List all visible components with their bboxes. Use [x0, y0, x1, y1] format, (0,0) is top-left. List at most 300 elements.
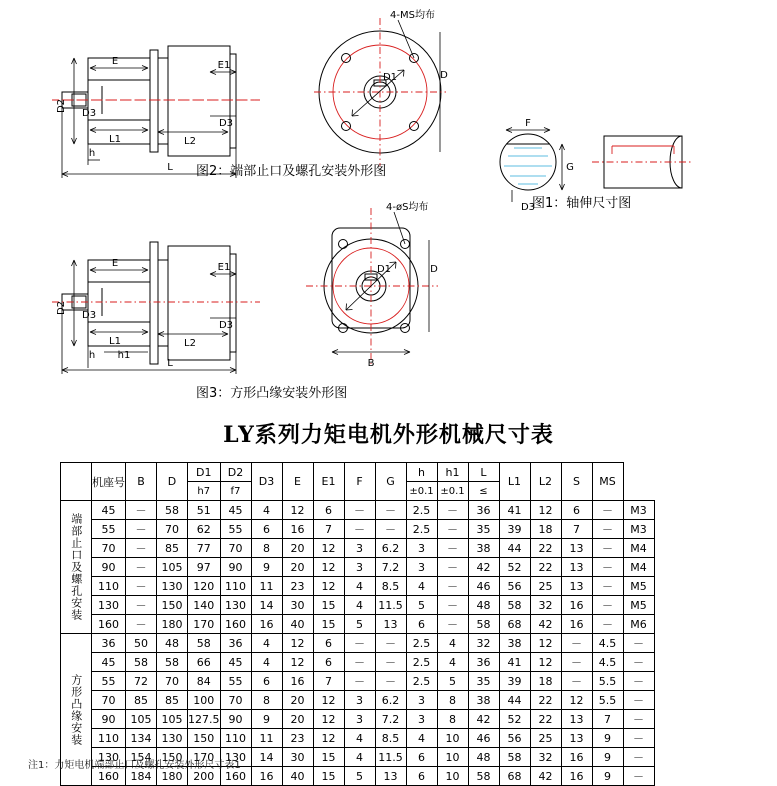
table-cell: 16 [561, 767, 592, 786]
table-cell: 70 [92, 691, 126, 710]
subheader-cell: ±0.1 [406, 482, 437, 501]
table-cell: 2.5 [406, 653, 437, 672]
table-row [61, 520, 655, 539]
table-cell: 160 [92, 767, 126, 786]
table-cell: 18 [530, 672, 561, 691]
table-cell: － [437, 615, 468, 634]
table-cell: 55 [92, 520, 126, 539]
table-cell: 3 [406, 539, 437, 558]
table-cell: － [344, 520, 375, 539]
table-cell: 22 [530, 539, 561, 558]
table-cell: － [623, 729, 654, 748]
table-cell: 12 [313, 577, 344, 596]
table-cell: 7 [592, 710, 623, 729]
table-cell: 10 [437, 767, 468, 786]
header-cell: D1 [188, 463, 221, 482]
table-cell: － [561, 634, 592, 653]
header-cell: D2 [220, 463, 251, 482]
table-cell: 3 [406, 558, 437, 577]
header-cell: E1 [313, 463, 344, 501]
table-cell: 42 [468, 710, 499, 729]
table-cell: 46 [468, 577, 499, 596]
table-cell: 50 [126, 634, 157, 653]
table-cell: 36 [220, 634, 251, 653]
table-cell: － [375, 501, 406, 520]
figure-3-caption: 图3：方形凸缘安装外形图 [196, 386, 348, 401]
svg-text:L: L [167, 162, 173, 173]
table-cell: 110 [220, 729, 251, 748]
table-cell: － [623, 634, 654, 653]
table-cell: 2.5 [406, 501, 437, 520]
table-cell: 40 [282, 615, 313, 634]
table-cell: 7.2 [375, 558, 406, 577]
table-cell: 9 [592, 729, 623, 748]
table-cell: 15 [313, 615, 344, 634]
table-cell: 12 [282, 501, 313, 520]
group-label-end-mount: 端部止口及螺孔安装 [61, 501, 92, 634]
header-cell: G [375, 463, 406, 501]
table-cell: 7 [313, 520, 344, 539]
table-cell: 90 [220, 558, 251, 577]
subheader-cell: h7 [188, 482, 221, 501]
svg-text:E: E [111, 56, 119, 67]
table-cell: 100 [188, 691, 221, 710]
table-row [61, 539, 655, 558]
table-cell: 130 [157, 729, 188, 748]
subheader-cell: f7 [220, 482, 251, 501]
table-cell: － [126, 501, 157, 520]
table-cell: 4.5 [592, 653, 623, 672]
table-cell: 39 [499, 520, 530, 539]
table-cell: 105 [157, 558, 188, 577]
table-cell: 2.5 [406, 520, 437, 539]
table-cell: 58 [188, 634, 221, 653]
svg-text:E: E [111, 258, 119, 269]
table-cell: 160 [220, 767, 251, 786]
table-cell: 30 [282, 748, 313, 767]
table-cell: 110 [92, 729, 126, 748]
table-cell: － [126, 615, 157, 634]
table-row [61, 501, 655, 520]
header-cell: B [126, 463, 157, 501]
table-cell: 32 [530, 596, 561, 615]
svg-text:L2: L2 [184, 338, 196, 349]
table-cell: 12 [313, 691, 344, 710]
header-cell: D3 [251, 463, 282, 501]
table-cell: 16 [282, 520, 313, 539]
table-cell: 90 [92, 558, 126, 577]
table-cell: M6 [623, 615, 654, 634]
table-cell: 5.5 [592, 691, 623, 710]
table-cell: － [344, 634, 375, 653]
table-cell: 12 [313, 729, 344, 748]
svg-text:D1: D1 [376, 264, 392, 275]
table-cell: 15 [313, 596, 344, 615]
table-cell: 6 [406, 748, 437, 767]
svg-text:L: L [167, 358, 173, 369]
table-cell: 16 [251, 615, 282, 634]
table-cell: 12 [530, 653, 561, 672]
table-cell: 77 [188, 539, 221, 558]
figure-1-caption: 图1：轴伸尺寸图 [532, 196, 632, 211]
table-row [61, 653, 655, 672]
table-cell: － [437, 596, 468, 615]
subheader-cell: ±0.1 [437, 482, 468, 501]
table-cell: － [623, 691, 654, 710]
table-cell: 44 [499, 539, 530, 558]
table-cell: － [126, 520, 157, 539]
table-cell: 12 [313, 558, 344, 577]
table-cell: 22 [530, 691, 561, 710]
table-header-row [61, 463, 655, 482]
table-cell: 2.5 [406, 672, 437, 691]
svg-text:L1: L1 [109, 336, 121, 347]
table-cell: 200 [188, 767, 221, 786]
table-cell: 150 [157, 596, 188, 615]
svg-text:D: D [430, 264, 438, 275]
dimension-table [60, 462, 655, 786]
table-cell: － [623, 748, 654, 767]
footnote: 注1：力矩电机端部止口及螺孔安装外形尺寸表1 [28, 760, 241, 771]
table-cell: 85 [157, 691, 188, 710]
table-cell: 6 [251, 672, 282, 691]
table-cell: － [437, 501, 468, 520]
table-cell: 4 [344, 577, 375, 596]
table-cell: 7.2 [375, 710, 406, 729]
table-cell: 13 [375, 615, 406, 634]
table-cell: 46 [468, 729, 499, 748]
header-cell: L1 [499, 463, 530, 501]
table-cell: 8 [251, 691, 282, 710]
table-cell: 16 [561, 596, 592, 615]
header-cell: h1 [437, 463, 468, 482]
table-cell: 45 [220, 501, 251, 520]
header-cell: L2 [530, 463, 561, 501]
table-cell: 44 [499, 691, 530, 710]
table-cell: 3 [344, 558, 375, 577]
table-cell: 6.2 [375, 539, 406, 558]
svg-text:D2: D2 [56, 300, 67, 316]
table-cell: 70 [157, 520, 188, 539]
table-cell: － [375, 634, 406, 653]
table-cell: 48 [468, 748, 499, 767]
table-cell: 25 [530, 577, 561, 596]
table-cell: 4 [251, 634, 282, 653]
table-cell: 58 [126, 653, 157, 672]
table-cell: － [592, 501, 623, 520]
table-cell: 13 [375, 767, 406, 786]
table-cell: 40 [282, 767, 313, 786]
table-cell: 12 [313, 539, 344, 558]
table-cell: － [375, 672, 406, 691]
svg-text:D3: D3 [520, 202, 536, 213]
table-cell: 120 [188, 577, 221, 596]
table-cell: 9 [251, 558, 282, 577]
table-cell: 42 [530, 615, 561, 634]
table-cell: 11 [251, 729, 282, 748]
table-cell: 36 [92, 634, 126, 653]
table-cell: M5 [623, 596, 654, 615]
svg-text:D3: D3 [82, 310, 97, 321]
table-cell: 6 [313, 653, 344, 672]
table-cell: 84 [188, 672, 221, 691]
table-cell: 13 [561, 558, 592, 577]
table-cell: 170 [188, 748, 221, 767]
table-cell: 4.5 [592, 634, 623, 653]
table-cell: 130 [157, 577, 188, 596]
table-cell: 38 [468, 539, 499, 558]
table-cell: 14 [251, 596, 282, 615]
table-cell: 13 [561, 710, 592, 729]
table-cell: 32 [530, 748, 561, 767]
svg-text:4-MS均布: 4-MS均布 [390, 10, 435, 21]
svg-text:h: h [88, 148, 96, 159]
table-cell: 66 [188, 653, 221, 672]
table-cell: 9 [592, 767, 623, 786]
table-cell: － [592, 615, 623, 634]
table-cell: － [437, 520, 468, 539]
table-cell: 16 [282, 672, 313, 691]
table-cell: － [375, 653, 406, 672]
table-cell: 39 [499, 672, 530, 691]
table-cell: 6.2 [375, 691, 406, 710]
table-cell: － [126, 577, 157, 596]
table-cell: － [437, 577, 468, 596]
table-cell: － [437, 539, 468, 558]
table-cell: 130 [92, 748, 126, 767]
table-cell: 22 [530, 710, 561, 729]
table-cell: 70 [92, 539, 126, 558]
group-label-square-flange: 方形凸缘安装 [61, 634, 92, 786]
svg-text:D: D [440, 70, 448, 81]
table-cell: 85 [157, 539, 188, 558]
table-cell: 55 [220, 520, 251, 539]
table-cell: 22 [530, 558, 561, 577]
table-cell: 58 [157, 501, 188, 520]
table-cell: － [592, 596, 623, 615]
table-cell: 58 [468, 615, 499, 634]
table-cell: 6 [313, 501, 344, 520]
table-cell: 41 [499, 653, 530, 672]
table-cell: － [561, 672, 592, 691]
table-row [61, 577, 655, 596]
table-cell: 16 [251, 767, 282, 786]
table-cell: 30 [282, 596, 313, 615]
table-cell: 130 [220, 748, 251, 767]
table-cell: 180 [157, 767, 188, 786]
table-cell: － [344, 653, 375, 672]
table-cell: － [437, 558, 468, 577]
svg-text:D2: D2 [56, 98, 67, 114]
table-cell: 5 [344, 767, 375, 786]
table-cell: 4 [406, 729, 437, 748]
table-row [61, 672, 655, 691]
table-cell: 4 [344, 748, 375, 767]
table-cell: 42 [530, 767, 561, 786]
table-cell: 41 [499, 501, 530, 520]
table-cell: 12 [530, 634, 561, 653]
table-cell: 134 [126, 729, 157, 748]
table-cell: 6 [406, 615, 437, 634]
table-cell: 23 [282, 729, 313, 748]
svg-text:G: G [566, 162, 574, 173]
figure-3-end-view [310, 200, 460, 375]
table-cell: 48 [157, 634, 188, 653]
table-cell: 6 [313, 634, 344, 653]
table-cell: 160 [220, 615, 251, 634]
table-cell: 130 [220, 596, 251, 615]
table-cell: 110 [92, 577, 126, 596]
table-cell: 105 [157, 710, 188, 729]
table-cell: 58 [468, 767, 499, 786]
table-cell: M3 [623, 501, 654, 520]
table-cell: 11.5 [375, 596, 406, 615]
figure-2-caption: 图2：端部止口及螺孔安装外形图 [196, 164, 387, 179]
table-cell: － [592, 539, 623, 558]
svg-text:L2: L2 [184, 136, 196, 147]
table-row [61, 596, 655, 615]
svg-text:F: F [525, 118, 531, 129]
header-cell: E [282, 463, 313, 501]
table-cell: 70 [157, 672, 188, 691]
table-cell: M4 [623, 558, 654, 577]
table-cell: 90 [220, 710, 251, 729]
table-cell: 8 [437, 710, 468, 729]
svg-text:D3: D3 [218, 118, 234, 129]
table-cell: M4 [623, 539, 654, 558]
table-cell: 8.5 [375, 729, 406, 748]
table-cell: 72 [126, 672, 157, 691]
table-row [61, 615, 655, 634]
table-cell: 5 [344, 615, 375, 634]
table-cell: － [592, 577, 623, 596]
svg-text:B: B [367, 358, 375, 369]
svg-text:E1: E1 [217, 60, 231, 71]
table-cell: 12 [282, 653, 313, 672]
table-cell: 11.5 [375, 748, 406, 767]
table-cell: 140 [188, 596, 221, 615]
subheader-cell: ≤ [468, 482, 499, 501]
table-cell: － [623, 710, 654, 729]
table-cell: 5 [437, 672, 468, 691]
table-cell: M3 [623, 520, 654, 539]
table-cell: 6 [406, 767, 437, 786]
table-cell: 23 [282, 577, 313, 596]
table-cell: 42 [468, 558, 499, 577]
table-cell: 48 [468, 596, 499, 615]
table-cell: 4 [344, 596, 375, 615]
table-cell: － [561, 653, 592, 672]
header-cell-group [61, 463, 92, 501]
table-cell: 20 [282, 710, 313, 729]
table-cell: － [623, 767, 654, 786]
table-cell: － [375, 520, 406, 539]
table-cell: 52 [499, 710, 530, 729]
table-cell: 20 [282, 691, 313, 710]
table-cell: 18 [530, 520, 561, 539]
table-cell: 160 [92, 615, 126, 634]
table-cell: 7 [561, 520, 592, 539]
table-cell: M5 [623, 577, 654, 596]
table-cell: 32 [468, 634, 499, 653]
table-cell: 16 [561, 748, 592, 767]
table-cell: 5.5 [592, 672, 623, 691]
table-row [61, 729, 655, 748]
table-cell: 4 [251, 653, 282, 672]
table-cell: 4 [437, 634, 468, 653]
table-cell: 170 [188, 615, 221, 634]
header-cell: F [344, 463, 375, 501]
table-cell: 3 [406, 691, 437, 710]
table-cell: 85 [126, 691, 157, 710]
table-cell: 3 [344, 539, 375, 558]
table-cell: 4 [406, 577, 437, 596]
table-cell: 6 [251, 520, 282, 539]
table-cell: － [126, 539, 157, 558]
table-cell: － [344, 501, 375, 520]
table-cell: 45 [220, 653, 251, 672]
svg-text:D1: D1 [382, 72, 398, 83]
svg-text:L1: L1 [109, 134, 121, 145]
table-cell: 3 [344, 710, 375, 729]
header-cell: MS [592, 463, 623, 501]
table-cell: 35 [468, 520, 499, 539]
svg-text:E1: E1 [217, 262, 231, 273]
table-cell: 15 [313, 748, 344, 767]
header-cell: h [406, 463, 437, 482]
table-cell: 70 [220, 539, 251, 558]
table-cell: 5 [406, 596, 437, 615]
table-cell: 7 [313, 672, 344, 691]
table-cell: 58 [499, 748, 530, 767]
table-cell: 15 [313, 767, 344, 786]
table-cell: 45 [92, 501, 126, 520]
svg-text:4-øS均布: 4-øS均布 [386, 202, 429, 213]
figure-1-drawing [492, 110, 712, 230]
table-cell: － [592, 558, 623, 577]
table-cell: 35 [468, 672, 499, 691]
svg-text:h: h [88, 350, 96, 361]
table-cell: 20 [282, 558, 313, 577]
table-cell: 14 [251, 748, 282, 767]
table-cell: 56 [499, 729, 530, 748]
table-row [61, 634, 655, 653]
table-cell: 2.5 [406, 634, 437, 653]
table-cell: 38 [499, 634, 530, 653]
table-cell: － [623, 653, 654, 672]
table-cell: 8 [437, 691, 468, 710]
table-cell: 9 [592, 748, 623, 767]
table-cell: 90 [92, 710, 126, 729]
table-cell: 70 [220, 691, 251, 710]
table-cell: 4 [344, 729, 375, 748]
table-cell: 58 [157, 653, 188, 672]
table-cell: 3 [344, 691, 375, 710]
table-cell: 8.5 [375, 577, 406, 596]
table-cell: 13 [561, 539, 592, 558]
table-cell: 13 [561, 729, 592, 748]
table-cell: － [126, 596, 157, 615]
table-cell: 38 [468, 691, 499, 710]
table-cell: 36 [468, 501, 499, 520]
table-cell: 68 [499, 615, 530, 634]
table-cell: 45 [92, 653, 126, 672]
table-cell: 55 [92, 672, 126, 691]
table-cell: 52 [499, 558, 530, 577]
table-cell: 150 [188, 729, 221, 748]
table-row [61, 691, 655, 710]
table-row [61, 710, 655, 729]
